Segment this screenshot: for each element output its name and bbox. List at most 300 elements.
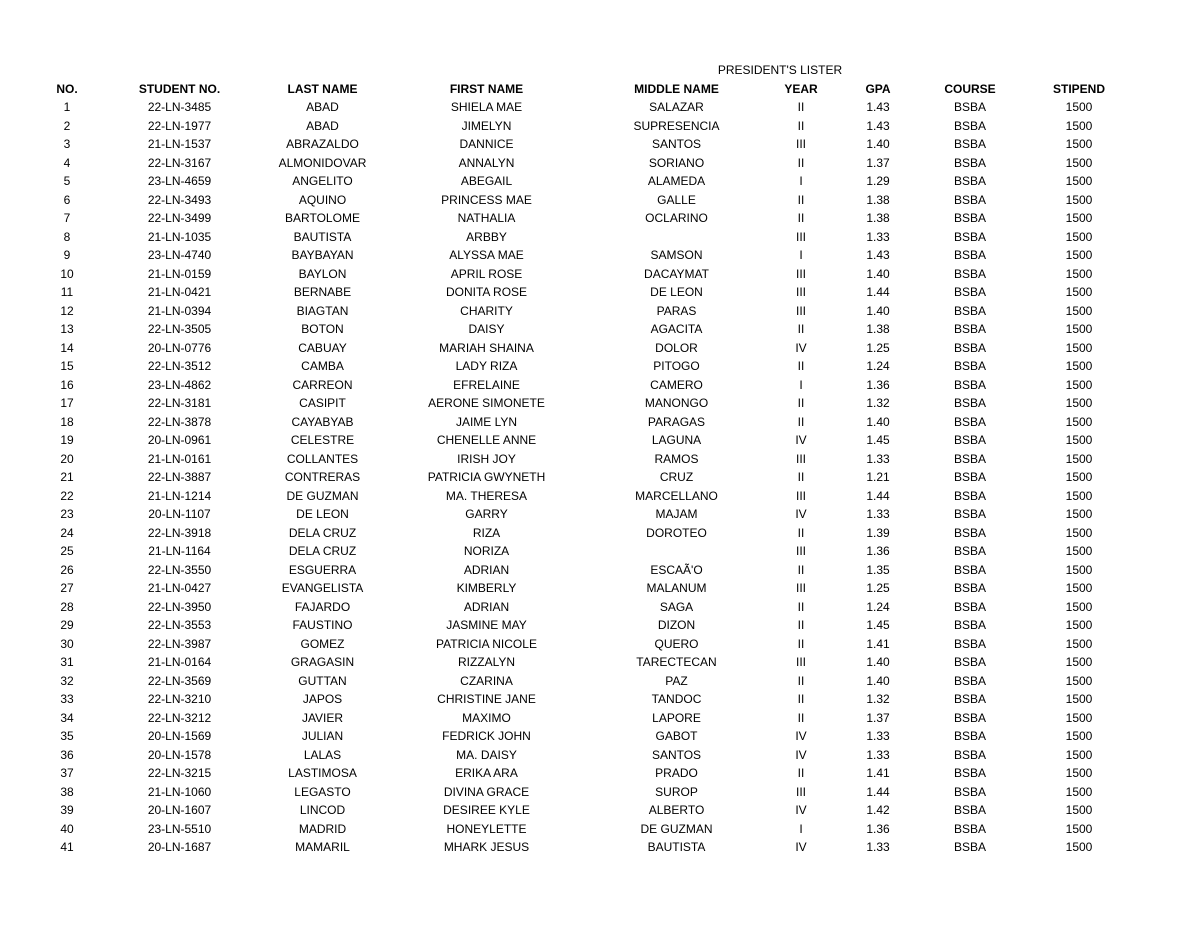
cell-no: 5 [63, 174, 71, 188]
cell-no: 1 [63, 100, 71, 114]
cell-year: II [797, 396, 805, 410]
cell-course: BSBA [953, 747, 986, 762]
cell-middle-name: PARAGAS [647, 414, 706, 429]
cell-stipend: 1500 [1065, 303, 1093, 318]
cell-first-name: DONITA ROSE [445, 285, 528, 299]
table-row [36, 820, 1136, 839]
column-header-course: COURSE [944, 82, 996, 96]
cell-year: I [799, 248, 803, 262]
cell-first-name: JASMINE MAY [446, 618, 527, 632]
cell-last-name: LALAS [303, 747, 342, 762]
cell-no: 19 [60, 433, 74, 447]
cell-course: BSBA [953, 655, 986, 669]
column-header-last-name: LAST NAME [287, 82, 358, 96]
cell-student-no: 21-LN-1060 [147, 784, 212, 799]
cell-student-no: 21-LN-0427 [147, 581, 212, 595]
cell-stipend: 1500 [1065, 673, 1093, 688]
cell-last-name: FAUSTINO [292, 618, 353, 632]
cell-student-no: 21-LN-0159 [147, 266, 212, 281]
cell-student-no: 22-LN-3215 [147, 766, 212, 780]
cell-first-name: ANNALYN [458, 155, 515, 170]
cell-last-name: ESGUERRA [288, 562, 357, 577]
cell-middle-name: MALANUM [646, 581, 707, 595]
cell-gpa: 1.36 [866, 377, 890, 392]
cell-year: II [797, 692, 805, 706]
cell-no: 8 [63, 229, 71, 244]
cell-course: BSBA [953, 451, 986, 466]
cell-last-name: BIAGTAN [296, 303, 349, 318]
cell-first-name: CHRISTINE JANE [437, 692, 536, 706]
table-row [36, 468, 1136, 487]
cell-no: 38 [60, 784, 74, 799]
cell-year: II [797, 211, 805, 225]
cell-course: BSBA [953, 137, 986, 151]
cell-no: 40 [60, 821, 74, 836]
cell-no: 22 [60, 488, 74, 503]
table-row [36, 394, 1136, 413]
cell-stipend: 1500 [1065, 803, 1093, 817]
cell-student-no: 22-LN-3512 [147, 359, 212, 373]
cell-no: 18 [60, 414, 74, 429]
cell-no: 26 [60, 562, 74, 577]
cell-student-no: 21-LN-0394 [147, 303, 212, 318]
cell-student-no: 22-LN-3499 [147, 211, 212, 225]
cell-gpa: 1.32 [866, 396, 890, 410]
table-row [36, 487, 1136, 506]
cell-student-no: 21-LN-1214 [147, 488, 212, 503]
presidents-lister-table [36, 81, 1136, 857]
cell-year: II [797, 118, 805, 133]
table-row [36, 746, 1136, 765]
cell-year: II [797, 562, 805, 577]
cell-year: II [797, 766, 805, 780]
cell-student-no: 22-LN-3181 [147, 396, 212, 410]
cell-no: 13 [60, 322, 74, 336]
cell-gpa: 1.29 [866, 174, 890, 188]
cell-middle-name: RAMOS [654, 451, 699, 466]
header-row [36, 81, 1136, 98]
cell-gpa: 1.38 [866, 322, 890, 336]
cell-course: BSBA [953, 229, 986, 244]
cell-student-no: 20-LN-1578 [147, 747, 212, 762]
cell-first-name: GARRY [465, 507, 508, 521]
cell-course: BSBA [953, 692, 986, 706]
cell-year: III [795, 488, 806, 503]
table-body [36, 98, 1136, 857]
cell-first-name: MA. THERESA [445, 488, 528, 503]
cell-middle-name: PARAS [656, 303, 697, 318]
cell-student-no: 21-LN-0161 [147, 451, 212, 466]
cell-gpa: 1.35 [866, 562, 890, 577]
table-row [36, 783, 1136, 802]
cell-last-name: MAMARIL [295, 840, 350, 854]
cell-no: 33 [60, 692, 74, 706]
cell-last-name: CASIPIT [299, 396, 346, 410]
cell-course: BSBA [953, 155, 986, 170]
cell-stipend: 1500 [1065, 747, 1093, 762]
cell-gpa: 1.37 [866, 155, 890, 170]
cell-first-name: MARIAH SHAINA [439, 340, 534, 355]
table-row [36, 598, 1136, 617]
cell-middle-name: SAGA [659, 599, 694, 614]
cell-course: BSBA [953, 766, 986, 780]
cell-middle-name: DACAYMAT [644, 266, 709, 281]
cell-year: IV [795, 507, 807, 521]
cell-stipend: 1500 [1065, 488, 1093, 503]
cell-first-name: APRIL ROSE [450, 266, 523, 281]
cell-course: BSBA [953, 100, 986, 114]
cell-stipend: 1500 [1065, 396, 1093, 410]
cell-gpa: 1.43 [866, 118, 890, 133]
cell-gpa: 1.33 [866, 451, 890, 466]
cell-no: 6 [63, 192, 71, 207]
cell-student-no: 22-LN-3878 [147, 414, 212, 429]
column-header-no: NO. [56, 82, 78, 96]
cell-no: 11 [60, 285, 74, 299]
cell-first-name: LADY RIZA [455, 359, 518, 373]
cell-year: II [797, 636, 805, 651]
cell-stipend: 1500 [1065, 581, 1093, 595]
cell-year: II [797, 618, 805, 632]
cell-last-name: LASTIMOSA [288, 766, 357, 780]
cell-year: I [799, 174, 803, 188]
cell-gpa: 1.44 [866, 285, 890, 299]
cell-stipend: 1500 [1065, 451, 1093, 466]
cell-gpa: 1.43 [866, 248, 890, 262]
cell-stipend: 1500 [1065, 433, 1093, 447]
cell-middle-name: BAUTISTA [647, 840, 706, 854]
cell-first-name: NATHALIA [457, 211, 516, 225]
cell-gpa: 1.40 [866, 655, 890, 669]
cell-last-name: MADRID [298, 821, 347, 836]
cell-last-name: CONTRERAS [284, 470, 361, 484]
column-header-middle-name: MIDDLE NAME [634, 82, 719, 96]
cell-last-name: DE GUZMAN [286, 488, 359, 503]
cell-student-no: 22-LN-3505 [147, 322, 212, 336]
table-row [36, 154, 1136, 173]
cell-student-no: 20-LN-1607 [147, 803, 212, 817]
cell-middle-name: DOLOR [655, 340, 698, 355]
cell-year: II [797, 414, 805, 429]
cell-stipend: 1500 [1065, 322, 1093, 336]
cell-course: BSBA [953, 266, 986, 281]
cell-last-name: GOMEZ [300, 636, 345, 651]
cell-gpa: 1.40 [866, 303, 890, 318]
column-header-student-no: STUDENT NO. [138, 82, 221, 96]
cell-first-name: DAISY [468, 322, 505, 336]
cell-no: 34 [60, 710, 74, 725]
cell-middle-name [589, 228, 764, 247]
cell-first-name: CHENELLE ANNE [436, 433, 537, 447]
cell-last-name: DELA CRUZ [288, 544, 357, 558]
cell-middle-name: CAMERO [650, 377, 703, 392]
cell-gpa: 1.33 [866, 729, 890, 743]
cell-no: 21 [60, 470, 74, 484]
cell-student-no: 22-LN-3485 [147, 100, 212, 114]
table-row [36, 450, 1136, 469]
table-row [36, 246, 1136, 265]
table-row [36, 542, 1136, 561]
cell-middle-name: SUROP [655, 784, 698, 799]
cell-year: IV [795, 433, 807, 447]
cell-middle-name: PAZ [665, 673, 688, 688]
cell-last-name: BAYBAYAN [291, 248, 354, 262]
cell-stipend: 1500 [1065, 174, 1093, 188]
table-row [36, 690, 1136, 709]
cell-first-name: JIMELYN [461, 118, 512, 133]
cell-year: II [797, 599, 805, 614]
cell-middle-name: ESCAÃ'O [650, 562, 703, 577]
cell-stipend: 1500 [1065, 266, 1093, 281]
cell-course: BSBA [953, 433, 986, 447]
table-row [36, 561, 1136, 580]
cell-last-name: CABUAY [298, 340, 347, 355]
table-row [36, 413, 1136, 432]
cell-stipend: 1500 [1065, 821, 1093, 836]
cell-first-name: NORIZA [463, 544, 510, 558]
cell-student-no: 20-LN-0961 [147, 433, 212, 447]
cell-year: III [795, 544, 806, 558]
cell-stipend: 1500 [1065, 562, 1093, 577]
cell-no: 35 [60, 729, 74, 743]
cell-year: III [795, 581, 806, 595]
table-row [36, 302, 1136, 321]
cell-student-no: 22-LN-3210 [147, 692, 212, 706]
cell-middle-name: MANONGO [644, 396, 709, 410]
cell-first-name: MA. DAISY [456, 747, 517, 762]
cell-gpa: 1.33 [866, 229, 890, 244]
cell-first-name: MHARK JESUS [443, 840, 530, 854]
cell-no: 28 [60, 599, 74, 614]
column-header-stipend: STIPEND [1052, 82, 1105, 96]
cell-last-name: ANGELITO [292, 174, 353, 188]
cell-last-name: JAVIER [301, 710, 344, 725]
cell-no: 30 [60, 636, 74, 651]
table-row [36, 838, 1136, 857]
cell-student-no: 23-LN-4659 [147, 174, 212, 188]
cell-middle-name: SALAZAR [649, 100, 704, 114]
cell-course: BSBA [953, 488, 986, 503]
cell-student-no: 22-LN-3950 [147, 599, 212, 614]
cell-gpa: 1.24 [866, 599, 890, 614]
cell-stipend: 1500 [1065, 655, 1093, 669]
cell-first-name: RIZA [472, 525, 501, 540]
cell-first-name: DESIREE KYLE [443, 803, 530, 817]
cell-middle-name: SORIANO [648, 155, 705, 170]
cell-first-name: FEDRICK JOHN [442, 729, 531, 743]
cell-stipend: 1500 [1065, 285, 1093, 299]
cell-gpa: 1.38 [866, 192, 890, 207]
cell-course: BSBA [953, 377, 986, 392]
cell-year: III [795, 285, 806, 299]
cell-middle-name [589, 542, 764, 561]
cell-stipend: 1500 [1065, 137, 1093, 151]
cell-no: 29 [60, 618, 74, 632]
cell-gpa: 1.25 [866, 581, 890, 595]
cell-course: BSBA [953, 285, 986, 299]
table-row [36, 764, 1136, 783]
cell-no: 24 [60, 525, 74, 540]
cell-last-name: CELESTRE [290, 433, 355, 447]
cell-middle-name: DE LEON [650, 285, 703, 299]
table-row [36, 117, 1136, 136]
cell-stipend: 1500 [1065, 784, 1093, 799]
cell-year: IV [795, 840, 807, 854]
cell-gpa: 1.44 [866, 488, 890, 503]
cell-gpa: 1.40 [866, 673, 890, 688]
cell-course: BSBA [953, 562, 986, 577]
cell-gpa: 1.33 [866, 840, 890, 854]
cell-middle-name: PRADO [655, 766, 698, 780]
table-row [36, 135, 1136, 154]
cell-course: BSBA [953, 821, 986, 836]
cell-last-name: FAJARDO [294, 599, 351, 614]
cell-course: BSBA [953, 784, 986, 799]
cell-gpa: 1.33 [866, 747, 890, 762]
cell-year: IV [795, 747, 807, 762]
table-row [36, 524, 1136, 543]
cell-student-no: 23-LN-4740 [147, 248, 212, 262]
cell-course: BSBA [953, 192, 986, 207]
cell-stipend: 1500 [1065, 525, 1093, 540]
cell-course: BSBA [953, 340, 986, 355]
cell-course: BSBA [953, 248, 986, 262]
cell-last-name: AQUINO [298, 192, 347, 207]
cell-no: 32 [60, 673, 74, 688]
cell-student-no: 22-LN-3918 [147, 525, 212, 540]
cell-course: BSBA [953, 507, 986, 521]
cell-gpa: 1.45 [866, 618, 890, 632]
cell-year: I [799, 377, 803, 392]
cell-course: BSBA [953, 211, 986, 225]
cell-gpa: 1.36 [866, 544, 890, 558]
cell-student-no: 21-LN-0421 [147, 285, 212, 299]
table-row [36, 801, 1136, 820]
cell-student-no: 20-LN-1687 [147, 840, 212, 854]
cell-student-no: 22-LN-1977 [147, 118, 212, 133]
cell-stipend: 1500 [1065, 766, 1093, 780]
cell-last-name: COLLANTES [286, 451, 359, 466]
cell-stipend: 1500 [1065, 100, 1093, 114]
table-row [36, 265, 1136, 284]
cell-no: 12 [60, 303, 74, 318]
cell-first-name: IRISH JOY [457, 451, 516, 466]
cell-year: II [797, 359, 805, 373]
cell-student-no: 22-LN-3493 [147, 192, 212, 207]
cell-course: BSBA [953, 414, 986, 429]
cell-middle-name: MARCELLANO [635, 488, 718, 503]
cell-first-name: DANNICE [459, 137, 514, 151]
cell-course: BSBA [953, 840, 986, 854]
cell-no: 36 [60, 747, 74, 762]
cell-no: 27 [60, 581, 74, 595]
cell-course: BSBA [953, 118, 986, 133]
cell-middle-name: GABOT [655, 729, 698, 743]
cell-no: 14 [60, 340, 74, 355]
cell-course: BSBA [953, 544, 986, 558]
table-row [36, 376, 1136, 395]
cell-last-name: BAYLON [298, 266, 347, 281]
cell-middle-name: LAGUNA [651, 433, 702, 447]
table-row [36, 357, 1136, 376]
cell-last-name: BERNABE [293, 285, 352, 299]
cell-middle-name: DIZON [657, 618, 696, 632]
cell-course: BSBA [953, 710, 986, 725]
cell-no: 37 [60, 766, 74, 780]
cell-course: BSBA [953, 470, 986, 484]
cell-no: 7 [63, 211, 71, 225]
table-row [36, 228, 1136, 247]
cell-course: BSBA [953, 303, 986, 318]
cell-gpa: 1.41 [866, 636, 890, 651]
cell-stipend: 1500 [1065, 507, 1093, 521]
cell-stipend: 1500 [1065, 414, 1093, 429]
cell-gpa: 1.32 [866, 692, 890, 706]
cell-first-name: ABEGAIL [460, 174, 513, 188]
cell-first-name: ARBBY [466, 229, 507, 244]
cell-last-name: JULIAN [301, 729, 344, 743]
presidents-lister-caption: PRESIDENT'S LISTER [717, 63, 843, 77]
cell-gpa: 1.37 [866, 710, 890, 725]
cell-stipend: 1500 [1065, 340, 1093, 355]
cell-last-name: ABAD [306, 118, 339, 133]
column-header-gpa: GPA [865, 82, 891, 96]
cell-middle-name: SAMSON [650, 248, 703, 262]
cell-year: IV [795, 803, 807, 817]
cell-no: 25 [60, 544, 74, 558]
cell-gpa: 1.36 [866, 821, 890, 836]
cell-middle-name: OCLARINO [645, 211, 708, 225]
cell-stipend: 1500 [1065, 211, 1093, 225]
cell-course: BSBA [953, 174, 986, 188]
table-row [36, 98, 1136, 117]
cell-middle-name: PITOGO [653, 359, 700, 373]
cell-student-no: 20-LN-0776 [147, 340, 212, 355]
cell-middle-name: SANTOS [651, 137, 702, 151]
table-row [36, 283, 1136, 302]
cell-course: BSBA [953, 636, 986, 651]
cell-stipend: 1500 [1065, 470, 1093, 484]
cell-last-name: CAYABYAB [291, 414, 354, 429]
cell-last-name: JAPOS [302, 692, 343, 706]
cell-first-name: RIZZALYN [457, 655, 516, 669]
cell-year: III [795, 303, 806, 318]
cell-gpa: 1.38 [866, 211, 890, 225]
cell-gpa: 1.40 [866, 266, 890, 281]
table-row [36, 320, 1136, 339]
cell-last-name: GUTTAN [298, 673, 347, 688]
cell-no: 9 [63, 248, 71, 262]
cell-course: BSBA [953, 396, 986, 410]
cell-no: 4 [63, 155, 71, 170]
cell-year: IV [795, 729, 807, 743]
cell-last-name: LINCOD [299, 803, 346, 817]
cell-no: 31 [60, 655, 74, 669]
cell-course: BSBA [953, 673, 986, 688]
cell-no: 3 [63, 137, 71, 151]
cell-middle-name: SANTOS [651, 747, 702, 762]
cell-stipend: 1500 [1065, 840, 1093, 854]
cell-student-no: 23-LN-4862 [147, 377, 212, 392]
cell-gpa: 1.21 [866, 470, 890, 484]
cell-gpa: 1.45 [866, 433, 890, 447]
cell-gpa: 1.24 [866, 359, 890, 373]
cell-gpa: 1.39 [866, 525, 890, 540]
cell-first-name: KIMBERLY [456, 581, 517, 595]
cell-course: BSBA [953, 525, 986, 540]
cell-no: 2 [63, 118, 71, 133]
cell-last-name: BAUTISTA [293, 229, 352, 244]
